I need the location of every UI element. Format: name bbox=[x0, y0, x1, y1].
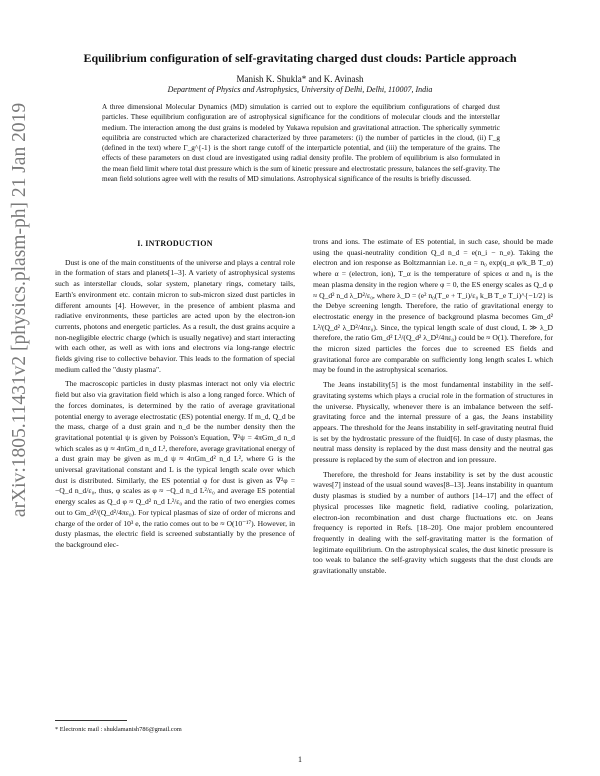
paragraph: trons and ions. The estimate of ES potential, in such case, should be made using the quasi-neutrality condition Q_d n_d = e(n_i − n_e). Taking the electron and ion response as Boltzmannian i.e. n_α = n₀ exp(q_α φ/k_B T_α) where α = (electron, ion), T_α is the temperature of spices α and n₀ is the mean plasma density in the region where φ = 0, the ES energy scales as Q_d φ ≈ Q_d² n_d λ_D²/ε₀, where λ_D = (e² n₀(T_e + T_i)/ε₀ k_B T_e T_i)^{−1/2} is the Debye screening length. Therefore, the ratio of gravitational energy to electrostatic energy in the presence of background plasma becomes Gm_d² L²/(Q_d² λ_D²/4πε₀). Since, the typical length scale of dust cloud, L ≫ λ_D therefore, the ratio Gm_d² L²/(Q_d² λ_D²/4πε₀) could be ≈ O(1). Therefore, for the micron sized particles the forces due to screened ES fields and gravitational force are comparable on sufficiently long length scales L which may be found in the astrophysical scenarios. bbox=[313, 237, 553, 375]
right-column bbox=[313, 237, 553, 581]
affiliation: Department of Physics and Astrophysics, University of Delhi, Delhi, 110007, India bbox=[167, 85, 433, 94]
footnote: * Electronic mail : shuklamanish786@gmail.com bbox=[55, 726, 182, 733]
paragraph: The Jeans instability[5] is the most fundamental instability in the self-gravitating systems which plays a crucial role in the formation of structures in the universe. Physically, whenever there is an imbalance between the self-gravitating force and the internal pressure of a gas, the Jeans instability appears. The threshold for the Jeans instability in self-gravitating neutral fluid is set by the hydrostatic pressure of the fluid[6]. In case of dusty plasmas, the neutral mass density is replaced by the dust mass density and the neutral gas pressure is replaced by the sum of electron and ion pressure. bbox=[313, 380, 553, 465]
footnote-rule bbox=[55, 720, 127, 721]
paragraph: Therefore, the threshold for Jeans instability is set by the dust acoustic waves[7] instead of the usual sound waves[8–13]. Jeans instability in quantum dusty plasmas is studied by a number of authors [14–17] and the effect of physical processes like magnetic field, radiative cooling, polarization, electron-ion recombination and dust charge fluctuations etc. on Jeans frequency is reported in Refs. [18–20]. One major problem encountered frequently in dealing with the self-gravitating matter is the formation of legitimate equilibrium. On the astrophysical scales, the dust kinetic pressure is too weak to balance the self-gravity which suggests that the dust clouds are gravitationally unstable. bbox=[313, 469, 553, 576]
paper-title: Equilibrium configuration of self-gravitating charged dust clouds: Particle approach bbox=[83, 51, 517, 65]
paragraph: The macroscopic particles in dusty plasmas interact not only via electric field but also via gravitation field which is also a long ranged force. Which of the forces dominates, is determined by the ratio of average gravitational potential energy to average electrostatic (ES) potential energy. If m_d, Q_d be the mass, charge of a dust grain and n_d be the number density then the gravitational potential ψ is given by Poisson's Equation, ∇²ψ = 4πGm_d n_d which scales as ψ ≈ 4πGm_d n_d L², therefore, average gravitational energy of a dust grain may be given as m_d ψ ≈ 4πGm_d² n_d L², where G is the universal gravitational constant and L is the typical length scale over which dust is distributed. Similarly, the ES potential φ for dust is given as ∇²φ = −Q_d n_d/ε₀, thus, φ scales as φ ≈ −Q_d n_d L²/ε₀ and average ES potential energy scales as Q_d φ ≈ Q_d² n_d L²/ε₀ and the ratio of two energies comes out to Gm_d²/(Q_d²/4πε₀). For typical plasmas of size of order of microns and charge of the order of 10³ e, the ratio comes out to be ≈ O(10⁻¹⁷). However, in dusty plasmas, the electric field is screened substantially by the presence of the background elec- bbox=[55, 379, 295, 549]
arxiv-stamp bbox=[7, 20, 33, 600]
paragraph: Dust is one of the main constituents of the universe and plays a central role in the formation of stars and planets[1–3]. A variety of astrophysical systems such as interstellar clouds, solar system, planetary rings, cometary tails, Earth's environment etc. contain micron to sub-micron sized dust particles in different amounts [4]. However, in the presence of ambient plasma and radiative environments, these particles are acted upon by the electron-ion currents, photons and energetic particles. As a result, the dust grains acquire a non-negligible electric charge (which is usually negative) and start interacting with each other, as well as with ions and electrons via long-range electric fields giving rise to collective behavior. This leads to the formation of special medium called the "dusty plasma". bbox=[55, 257, 295, 374]
arxiv-id: arXiv:1805.11431v2 [physics.plasm-ph] 21 Jan 2019 bbox=[9, 102, 30, 518]
authors: Manish K. Shukla* and K. Avinash bbox=[236, 74, 364, 84]
left-column bbox=[55, 237, 295, 555]
abstract: A three dimensional Molecular Dynamics (MD) simulation is carried out to explore the equilibrium configurations of charged dust particles. These equilibrium configuration are of astrophysical significance for the conditions of molecular clouds and the interstellar medium. The interaction among the dust grains is modeled by Yukawa repulsion and gravitational attraction. The spherically symmetric equilibria are constructed which are characterized characterized by three parameters: (i) the number of particles in the cloud, (ii) Γ_g (defined in the text) where Γ_g^{-1} is the short range cutoff of the interparticle potential, and (iii) the temperature of the grains. The effects of these parameters on dust cloud are investigated using radial density profile. The problem of equilibrium is also formulated in the mean field limit where total dust pressure which is the sum of kinetic pressure and electrostatic pressure, balances the self-gravity. The mean field solutions agree well with the results of MD simulations. Astrophysical significance of the results is briefly discussed. bbox=[102, 103, 500, 184]
section-heading: I. INTRODUCTION bbox=[137, 239, 213, 248]
page-number: 1 bbox=[298, 755, 302, 764]
